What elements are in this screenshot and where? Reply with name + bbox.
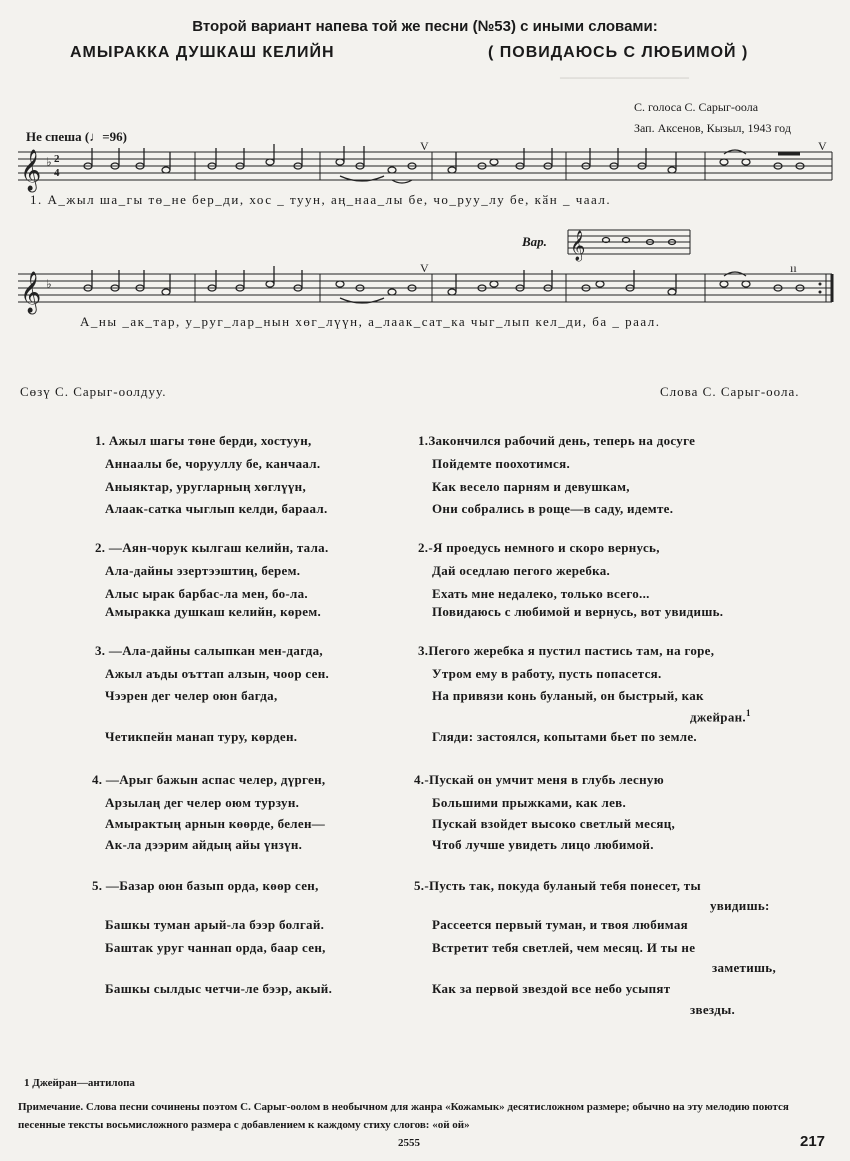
verse-line: увидишь: [710, 898, 770, 913]
verse-line: 1. Ажыл шагы төне берди, хостуун, [95, 433, 312, 448]
verse-line: 1.Закончился рабочий день, теперь на досуге [418, 433, 696, 448]
credit-russian: Слова С. Сарыг-оола. [660, 384, 800, 399]
verse-line: звезды. [690, 1002, 736, 1017]
verse-line: Аныяктар, уругларның хөглүүн, [105, 479, 307, 494]
verse-line: Пускай взойдет высоко светлый месяц, [432, 816, 676, 831]
verse-line: Амыракка душкаш келийн, көрем. [105, 604, 322, 619]
verse-line: Встретит тебя светлей, чем месяц. И ты не [432, 940, 696, 955]
svg-text:ıı: ıı [790, 262, 797, 275]
verse-line: 4. —Арыг бажын аспас челер, дүрген, [92, 772, 326, 787]
verse-line: 3. —Ала-дайны салыпкан мен-дагда, [95, 643, 323, 658]
verse-line: 2. —Аян-чорук кылгаш келийн, тала. [95, 540, 329, 555]
source-recorded: Зап. Аксенов, Кызыл, 1943 год [634, 121, 791, 135]
music-staff-1 [0, 140, 850, 200]
verse-line: Ажыл аъды оъттап алзын, чоор сен. [105, 666, 330, 681]
verse-line [690, 708, 751, 725]
verse-line: Гляди: застоялся, копытами бьет по земле. [432, 729, 697, 744]
verse-line: Они собрались в роще—в саду, идемте. [432, 501, 674, 516]
verse-line: Большими прыжками, как лев. [432, 795, 627, 810]
svg-text:2: 2 [54, 153, 60, 165]
verse-line: 4.-Пускай он умчит меня в глубь лесную [414, 772, 664, 787]
verse-line: 5. —Базар оюн базып орда, көөр сен, [92, 878, 319, 893]
song-title-russian: ( ПОВИДАЮСЬ С ЛЮБИМОЙ ) [488, 44, 749, 61]
verse-line: Дай оседлаю пегого жеребка. [432, 563, 611, 578]
verse-line: Пойдемте поохотимся. [432, 456, 570, 471]
verse-line: Как весело парням и девушкам, [432, 479, 630, 494]
verse-line: Как за первой звездой все небо усыпят [432, 981, 671, 996]
svg-text:4: 4 [54, 167, 60, 179]
lyrics-line-2: А_ны _ак_тар, у_руг_лар_нын хөг_лүүн, а_лаак_сат_ка чыг_лып кел_ди, ба _ раал. [80, 314, 661, 329]
verse-line: Ехать мне недалеко, только всего... [432, 586, 650, 601]
verse-line: Алаак-сатка чыглып келди, бараал. [105, 501, 328, 516]
verse-line: Четикпейн манап туру, көрден. [105, 729, 298, 744]
verse-line: Повидаюсь с любимой и вернусь, вот увидишь. [432, 604, 724, 619]
verse-line: 2.-Я проедусь немного и скоро вернусь, [418, 540, 660, 555]
svg-text:V: V [420, 262, 429, 275]
verse-line: Башкы туман арый-ла бээр болгай. [105, 917, 325, 932]
svg-text:♭: ♭ [46, 277, 52, 291]
verse-line: Рассеется первый туман, и твоя любимая [432, 917, 688, 932]
verse-line: 5.-Пусть так, покуда буланый тебя понесет, ты [414, 878, 701, 893]
bleed-through-text: ────────────── [560, 70, 689, 85]
svg-text:𝄞: 𝄞 [570, 231, 586, 260]
svg-text:V: V [818, 140, 827, 153]
verse-line: Чээрен дег челер оюн багда, [105, 688, 278, 703]
verse-line: Арзылаң дег челер оюм турзун. [105, 795, 300, 810]
variant-label: Вар. [522, 234, 547, 249]
svg-text:♭: ♭ [46, 155, 52, 169]
print-code: 2555 [398, 1137, 420, 1149]
footnote: 1 Джейран—антилопа [24, 1077, 135, 1089]
verse-line: Утром ему в работу, пусть попасется. [432, 666, 662, 681]
verse-line: Амырактың арнын көөрде, белен— [105, 816, 326, 831]
svg-text:𝄞: 𝄞 [20, 272, 42, 312]
verse-line: Ак-ла дээрим айдың айы үнзүн. [105, 837, 303, 852]
page-heading: Второй вариант напева той же песни (№53) с иными словами: [192, 18, 658, 35]
verse-line: Чтоб лучше увидеть лицо любимой. [432, 837, 654, 852]
verse-line: Ала-дайны эзертээштиң, берем. [105, 563, 301, 578]
page-number: 217 [800, 1133, 826, 1150]
verse-line: Аннаалы бе, чорууллу бе, канчаал. [105, 456, 321, 471]
credit-tuvan: Сөзү С. Сарыг-оолдуу. [20, 384, 167, 399]
song-title-tuvan: АМЫРАККА ДУШКАШ КЕЛИЙН [70, 44, 335, 61]
svg-text:𝄞: 𝄞 [20, 150, 42, 191]
verse-line: 3.Пегого жеребка я пустил пастись там, на горе, [418, 643, 715, 658]
tempo-marking: Не спеша (♩=96) [26, 129, 127, 144]
source-voice: С. голоса С. Сарыг-оола [634, 100, 759, 114]
lyrics-line-1: 1. А_жыл ша_гы тө_не бер_ди, хос _ туун, аң_наа_лы бе, чо_руу_лу бе, кӑн _ чаал. [30, 192, 612, 207]
verse-line: На привязи конь буланый, он быстрый, как [432, 688, 704, 703]
verse-line: заметишь, [712, 960, 777, 975]
verse-line: Алыс ырак барбас-ла мен, бо-ла. [105, 586, 308, 601]
svg-text:V: V [420, 140, 429, 153]
music-staff-2 [0, 262, 850, 322]
variant-staff [0, 222, 850, 262]
verse-line-text: джейран. [690, 709, 746, 725]
verse-line: Башкы сылдыс четчи-ле бээр, акый. [105, 981, 333, 996]
editorial-note: Примечание. Слова песни сочинены поэтом С. Сарыг-оолом в необычном для жанра «Кожамык» десятисложном размере; обычно на эту мелодию поются песенные тексты восьмисложного размера с добавлением к каждому стиху слогов: «ой ой» [18, 1101, 789, 1131]
footnote-marker: 1 [745, 708, 751, 718]
verse-line: Баштак уруг чаннап орда, баар сен, [105, 940, 326, 955]
